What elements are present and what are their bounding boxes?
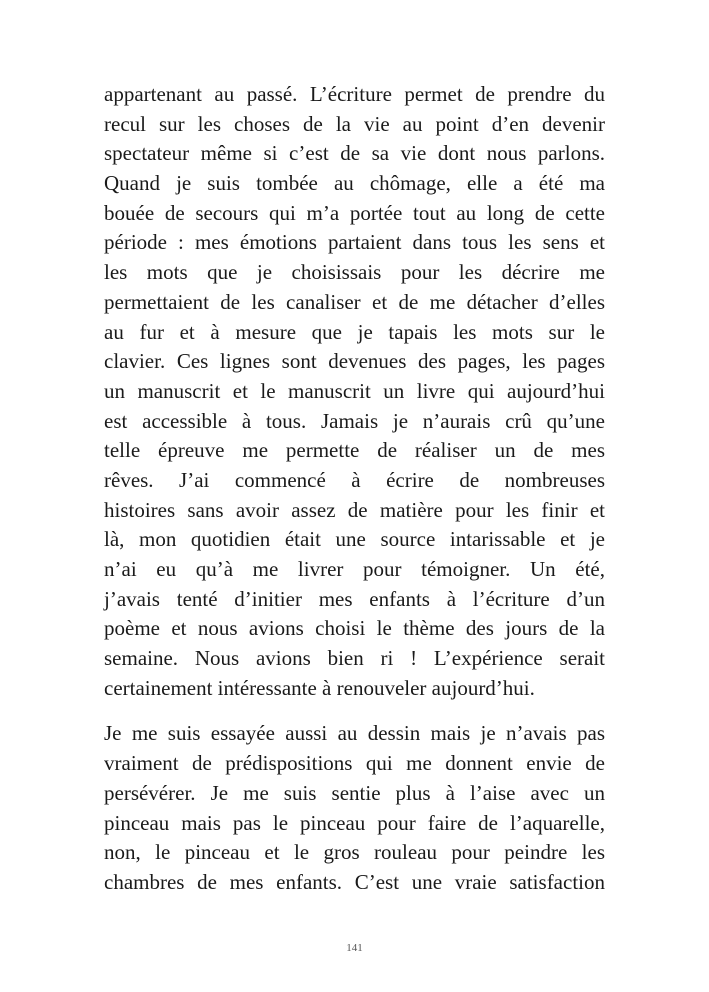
text-line: n’ai eu qu’à me livrer pour témoigner. Un été,	[104, 557, 605, 581]
text-line: rêves. J’ai commencé à écrire de nombreuses	[104, 467, 605, 492]
text-line: un manuscrit et le manuscrit un livre qui aujourd’hui	[104, 378, 605, 403]
text-line: Quand je suis tombée au chômage, elle a été ma	[104, 171, 605, 196]
text-line: appartenant au passé. L’écriture permet de prendre du	[104, 82, 605, 106]
text-line: semaine. Nous avions bien ri ! L’expérience serait	[104, 646, 605, 671]
text-line: période : mes émotions partaient dans tous les sens et	[104, 230, 605, 255]
paragraph-2	[104, 719, 605, 897]
page-body	[104, 80, 605, 898]
text-line: là, mon quotidien était une source intarissable et je	[104, 527, 605, 552]
text-line: chambres de mes enfants. C’est une vraie satisfaction	[104, 869, 605, 894]
text-line: certainement intéressante à renouveler aujourd’hui.	[104, 675, 535, 700]
text-line: non, le pinceau et le gros rouleau pour peindre les	[104, 840, 605, 865]
text-line: bouée de secours qui m’a portée tout au long de cette	[104, 200, 605, 225]
text-line: Je me suis essayée aussi au dessin mais je n’avais pas	[104, 721, 605, 746]
text-line: persévérer. Je me suis sentie plus à l’aise avec un	[104, 780, 605, 805]
text-line: spectateur même si c’est de sa vie dont nous parlons.	[104, 141, 605, 166]
text-line: les mots que je choisissais pour les décrire me	[104, 260, 605, 285]
text-line: au fur et à mesure que je tapais les mots sur le	[104, 319, 605, 344]
text-line: recul sur les choses de la vie au point d’en devenir	[104, 111, 605, 136]
text-line: pinceau mais pas le pinceau pour faire de l’aquarelle,	[104, 810, 605, 835]
text-line: clavier. Ces lignes sont devenues des pages, les pages	[104, 349, 605, 374]
text-line: est accessible à tous. Jamais je n’aurais crû qu’une	[104, 408, 605, 433]
text-line: permettaient de les canaliser et de me détacher d’elles	[104, 289, 605, 314]
text-line: poème et nous avions choisi le thème des jours de la	[104, 616, 605, 641]
text-line: telle épreuve me permette de réaliser un de mes	[104, 438, 605, 463]
text-line: j’avais tenté d’initier mes enfants à l’écriture d’un	[104, 586, 605, 611]
page-number: 141	[346, 942, 363, 954]
text-line: histoires sans avoir assez de matière pour les finir et	[104, 497, 605, 522]
text-line: vraiment de prédispositions qui me donnent envie de	[104, 751, 605, 776]
paragraph-1	[104, 80, 605, 703]
